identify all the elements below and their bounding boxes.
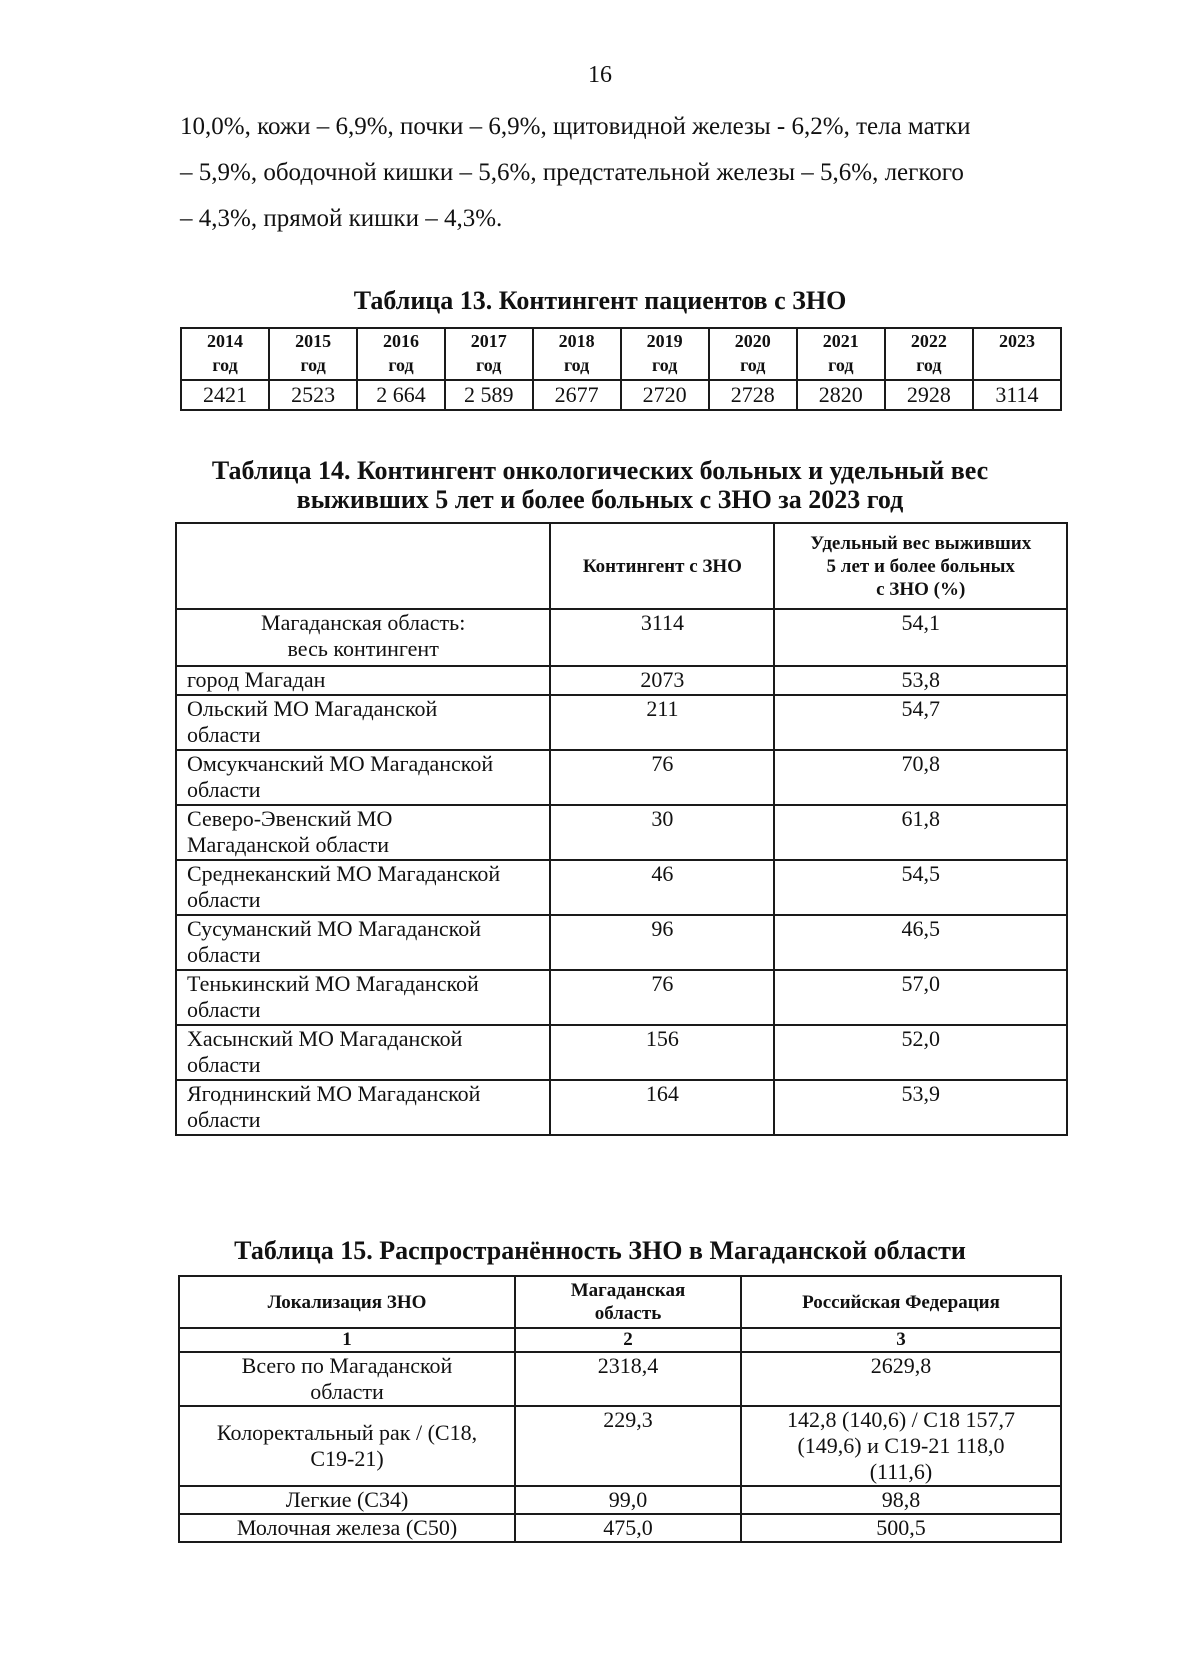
unit-label: год — [563, 355, 590, 375]
rf-value-cell — [741, 1406, 1061, 1486]
localization-cell — [179, 1352, 515, 1406]
column-number-cell: 3 — [741, 1328, 1061, 1352]
region-cell — [176, 750, 550, 805]
table13-value-row — [181, 380, 1061, 410]
table14-header-row — [176, 523, 1067, 609]
region-line: области — [187, 1107, 261, 1132]
share-cell: 53,9 — [774, 1080, 1067, 1135]
header-line: с ЗНО (%) — [876, 578, 966, 600]
year-label: 2023 — [998, 331, 1035, 351]
year-label: 2018 — [558, 331, 595, 351]
column-number-cell: 1 — [179, 1328, 515, 1352]
rf-value-cell — [741, 1352, 1061, 1406]
region-line: город Магадан — [187, 667, 326, 692]
year-label: 2017 — [470, 331, 507, 351]
rf-line: (111,6) — [869, 1459, 933, 1484]
share-cell: 70,8 — [774, 750, 1067, 805]
table15-header-localization: Локализация ЗНО — [179, 1276, 515, 1328]
table13-header-cell — [797, 328, 885, 380]
region-cell — [176, 609, 550, 666]
share-cell: 57,0 — [774, 970, 1067, 1025]
table13-header-cell — [181, 328, 269, 380]
table13-header-cell — [709, 328, 797, 380]
year-label: 2020 — [734, 331, 771, 351]
paragraph-line: – 4,3%, прямой кишки – 4,3%. — [180, 205, 503, 232]
region-line: области — [187, 722, 261, 747]
region-line: Ягоднинский МО Магаданской — [187, 1081, 481, 1106]
contingent-cell: 211 — [550, 695, 774, 750]
localization-cell — [179, 1514, 515, 1542]
region-line: области — [187, 887, 261, 912]
table13-header-cell — [621, 328, 709, 380]
rf-line: 2629,8 — [870, 1353, 932, 1378]
unit-label: год — [652, 355, 678, 375]
region-line: Омсукчанский МО Магаданской — [187, 751, 494, 776]
column-number-cell: 2 — [515, 1328, 741, 1352]
unit-label: год — [212, 355, 238, 375]
rf-line: (149,6) и С19-21 118,0 — [797, 1433, 1005, 1458]
unit-label: год — [476, 355, 502, 375]
region-line: Магаданская область: — [261, 610, 466, 635]
rf-value-cell — [741, 1514, 1061, 1542]
table14-title-line2: выживших 5 лет и более больных с ЗНО за 2023 год — [296, 485, 904, 514]
unit-label: год — [300, 355, 326, 375]
region-cell — [176, 666, 550, 695]
magadan-value-cell: 2318,4 — [515, 1352, 741, 1406]
localization-cell — [179, 1406, 515, 1486]
table15-title: Таблица 15. Распространённость ЗНО в Магаданской области — [234, 1236, 966, 1265]
year-label: 2019 — [646, 331, 683, 351]
share-cell: 54,1 — [774, 609, 1067, 666]
region-line: области — [187, 942, 261, 967]
table13-value-cell: 2677 — [533, 380, 621, 410]
table13-header-row — [181, 328, 1061, 380]
region-line: области — [187, 777, 261, 802]
year-label: 2015 — [295, 331, 332, 351]
region-cell — [176, 805, 550, 860]
region-line: Магаданской области — [187, 832, 389, 857]
header-line: область — [594, 1303, 662, 1324]
share-cell: 54,5 — [774, 860, 1067, 915]
table13-title: Таблица 13. Контингент пациентов с ЗНО — [353, 286, 847, 315]
table14-header-empty — [176, 523, 550, 609]
contingent-cell: 3114 — [550, 609, 774, 666]
table15-header-rf: Российская Федерация — [741, 1276, 1061, 1328]
contingent-cell: 96 — [550, 915, 774, 970]
table13-value-cell: 2421 — [181, 380, 269, 410]
table13-header-cell — [269, 328, 357, 380]
localization-line: Всего по Магаданской — [241, 1353, 453, 1378]
table15-column-numbers-row — [179, 1328, 1061, 1352]
table14-header-share — [774, 523, 1067, 609]
header-line: Удельный вес выживших — [810, 532, 1032, 554]
share-cell: 53,8 — [774, 666, 1067, 695]
unit-label: год — [916, 355, 942, 375]
table-row — [176, 750, 1067, 805]
region-line: весь контингент — [287, 636, 439, 661]
header-line: 5 лет и более больных — [826, 555, 1015, 577]
table-row — [176, 695, 1067, 750]
contingent-cell: 30 — [550, 805, 774, 860]
table-row — [176, 970, 1067, 1025]
table14-header-contingent: Контингент с ЗНО — [550, 523, 774, 609]
localization-line: Молочная железа (С50) — [236, 1515, 458, 1540]
contingent-cell: 164 — [550, 1080, 774, 1135]
share-cell: 52,0 — [774, 1025, 1067, 1080]
table13-value-cell: 2928 — [885, 380, 973, 410]
table13-header-cell — [445, 328, 533, 380]
localization-line: С19-21) — [310, 1446, 384, 1471]
table15-header-row — [179, 1276, 1061, 1328]
contingent-cell: 76 — [550, 750, 774, 805]
table-row — [176, 1025, 1067, 1080]
magadan-value-cell: 475,0 — [515, 1514, 741, 1542]
table13-header-cell — [533, 328, 621, 380]
body-paragraph — [180, 104, 1080, 242]
magadan-value-cell: 229,3 — [515, 1406, 741, 1486]
table13-value-cell: 2523 — [269, 380, 357, 410]
region-line: Среднеканский МО Магаданской — [187, 861, 501, 886]
rf-line: 142,8 (140,6) / С18 157,7 — [787, 1407, 1015, 1432]
share-cell: 46,5 — [774, 915, 1067, 970]
table13-value-cell: 2820 — [797, 380, 885, 410]
table-row — [179, 1514, 1061, 1542]
region-cell — [176, 695, 550, 750]
region-cell — [176, 1080, 550, 1135]
page-number: 16 — [588, 62, 612, 88]
table13-value-cell: 2720 — [621, 380, 709, 410]
localization-line: области — [310, 1379, 384, 1404]
localization-line: Колоректальный рак / (С18, — [216, 1420, 478, 1445]
table-row — [179, 1352, 1061, 1406]
paragraph-line: 10,0%, кожи – 6,9%, почки – 6,9%, щитовидной железы - 6,2%, тела матки — [180, 113, 971, 140]
table-row — [176, 1080, 1067, 1135]
region-cell — [176, 1025, 550, 1080]
region-line: Ольский МО Магаданской — [187, 696, 438, 721]
rf-line: 98,8 — [881, 1487, 921, 1512]
table-row — [179, 1486, 1061, 1514]
table13-header-cell — [885, 328, 973, 380]
unit-label: год — [388, 355, 414, 375]
region-cell — [176, 970, 550, 1025]
rf-value-cell — [741, 1486, 1061, 1514]
contingent-cell: 2073 — [550, 666, 774, 695]
region-line: Северо-Эвенский МО — [187, 806, 393, 831]
region-cell — [176, 915, 550, 970]
localization-cell — [179, 1486, 515, 1514]
table14 — [175, 522, 1068, 1136]
year-label: 2014 — [207, 331, 244, 351]
table13 — [180, 327, 1062, 411]
year-label: 2021 — [822, 331, 859, 351]
region-line: области — [187, 997, 261, 1022]
table-row — [179, 1406, 1061, 1486]
share-cell: 61,8 — [774, 805, 1067, 860]
year-label: 2022 — [910, 331, 947, 351]
table13-value-cell: 2728 — [709, 380, 797, 410]
share-cell: 54,7 — [774, 695, 1067, 750]
contingent-cell: 76 — [550, 970, 774, 1025]
contingent-cell: 156 — [550, 1025, 774, 1080]
region-line: области — [187, 1052, 261, 1077]
localization-line: Легкие (С34) — [285, 1487, 409, 1512]
paragraph-line: – 5,9%, ободочной кишки – 5,6%, предстательной железы – 5,6%, легкого — [180, 159, 964, 186]
table13-header-cell — [357, 328, 445, 380]
table-row — [176, 860, 1067, 915]
table-row — [176, 915, 1067, 970]
header-line: Магаданская — [570, 1280, 686, 1301]
table13-value-cell: 2 589 — [445, 380, 533, 410]
table15 — [178, 1275, 1062, 1543]
region-cell — [176, 860, 550, 915]
region-line: Сусуманский МО Магаданской — [187, 916, 482, 941]
table-row — [176, 805, 1067, 860]
unit-label: год — [740, 355, 766, 375]
region-line: Хасынский МО Магаданской — [187, 1026, 463, 1051]
year-label: 2016 — [382, 331, 419, 351]
rf-line: 500,5 — [876, 1515, 926, 1540]
unit-label: год — [828, 355, 854, 375]
table-row — [176, 609, 1067, 666]
region-line: Тенькинский МО Магаданской — [187, 971, 479, 996]
table14-title-line1: Таблица 14. Контингент онкологических больных и удельный вес — [211, 456, 989, 485]
table15-header-magadan — [515, 1276, 741, 1328]
table13-header-cell — [973, 328, 1061, 380]
magadan-value-cell: 99,0 — [515, 1486, 741, 1514]
table-row — [176, 666, 1067, 695]
contingent-cell: 46 — [550, 860, 774, 915]
table13-value-cell: 2 664 — [357, 380, 445, 410]
table13-value-cell: 3114 — [973, 380, 1061, 410]
